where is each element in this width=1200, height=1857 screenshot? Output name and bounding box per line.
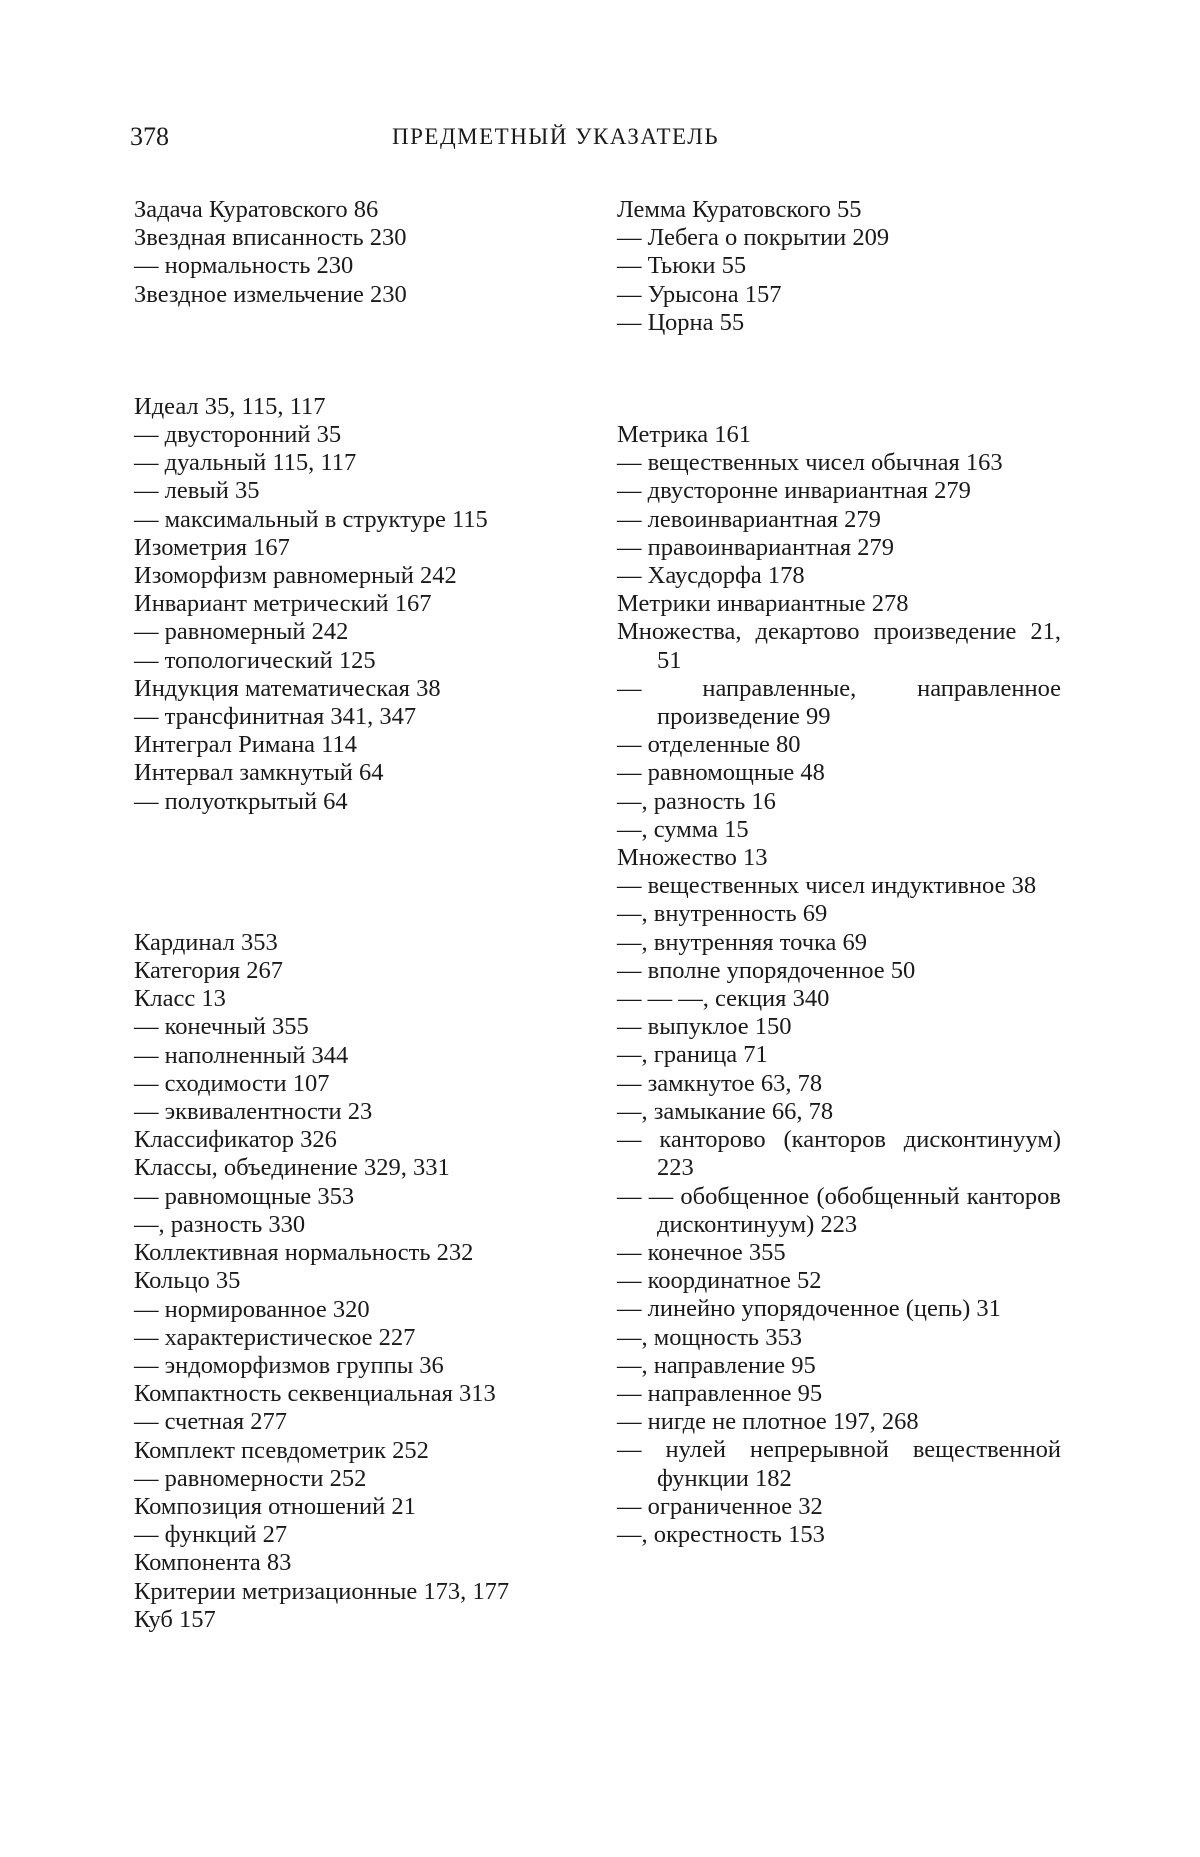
index-column-left	[134, 196, 574, 1634]
index-entry: —, граница 71	[617, 1041, 768, 1069]
index-entry: Интеграл Римана 114	[134, 731, 358, 759]
index-group-i	[134, 393, 574, 816]
index-entry: — Цорна 55	[617, 308, 745, 336]
running-head: ПРЕДМЕТНЫЙ УКАЗАТЕЛЬ	[392, 124, 720, 149]
index-entry: Классификатор 326	[134, 1126, 337, 1154]
group-spacer	[134, 309, 574, 393]
index-entry: —, сумма 15	[617, 815, 749, 843]
index-entry: — выпуклое 150	[617, 1013, 792, 1041]
index-entry: —, разность 330	[134, 1210, 306, 1238]
index-entry: —, внутренняя точка 69	[617, 928, 868, 956]
index-entry: — двусторонне инвариантная 279	[617, 477, 971, 505]
index-entry: Коллективная нормальность 232	[134, 1239, 474, 1267]
index-entry: — равномерности 252	[134, 1464, 367, 1492]
index-entry: —, замыкание 66, 78	[617, 1097, 834, 1125]
index-entry: Категория 267	[134, 957, 284, 985]
index-entry: — направленные, направленное произведение 99	[617, 674, 1061, 731]
index-entry: Классы, объединение 329, 331	[134, 1154, 450, 1182]
index-entry: Класс 13	[134, 985, 226, 1013]
index-entry: — наполненный 344	[134, 1041, 349, 1069]
index-entry: — нулей непрерывной вещественной функции 182	[617, 1436, 1061, 1492]
index-group-m	[617, 421, 1061, 1549]
index-entry: Метрика 161	[617, 421, 751, 449]
index-entry: — нормированное 320	[134, 1295, 370, 1323]
index-entry: Кольцо 35	[134, 1267, 241, 1295]
index-entry: Звездное измельчение 230	[134, 280, 407, 308]
index-entry: — Лебега о покрытии 209	[617, 224, 890, 252]
index-entry: — трансфинитная 341, 347	[134, 703, 417, 731]
index-entry: — Тьюки 55	[617, 252, 747, 280]
index-entry: Инвариант метрический 167	[134, 590, 432, 618]
index-group-z	[134, 196, 574, 309]
index-entry: — замкнутое 63, 78	[617, 1069, 823, 1097]
index-entry: — равномощные 48	[617, 759, 825, 787]
index-entry: — полуоткрытый 64	[134, 787, 348, 815]
group-spacer	[617, 337, 1061, 421]
index-entry: — конечный 355	[134, 1013, 309, 1041]
index-entry: — канторово (канторов дисконтинуум) 223	[617, 1126, 1061, 1182]
index-entry: — равномощные 353	[134, 1182, 355, 1210]
index-entry: — характеристическое 227	[134, 1323, 416, 1351]
index-entry: — правоинвариантная 279	[617, 533, 895, 561]
index-entry: — сходимости 107	[134, 1069, 330, 1097]
index-entry: —, разность 16	[617, 787, 776, 815]
index-group-k	[134, 929, 574, 1634]
index-entry: —, окрестность 153	[617, 1520, 825, 1548]
index-entry: — нигде не плотное 197, 268	[617, 1408, 919, 1436]
index-entry: Изометрия 167	[134, 533, 290, 561]
index-entry: Интервал замкнутый 64	[134, 759, 384, 787]
page-number: 378	[130, 122, 169, 151]
group-spacer	[134, 816, 574, 929]
index-entry: Звездная вписанность 230	[134, 224, 407, 252]
index-entry: — вполне упорядоченное 50	[617, 956, 916, 984]
index-entry: Компонента 83	[134, 1549, 292, 1577]
index-entry: — — обобщенное (обобщенный канторов дисконтинуум) 223	[617, 1182, 1061, 1238]
index-entry: — топологический 125	[134, 646, 376, 674]
index-entry: — эквивалентности 23	[134, 1098, 373, 1126]
index-entry: Множества, декартово произведение 21, 51	[617, 618, 1061, 674]
index-entry: — левоинвариантная 279	[617, 505, 881, 533]
index-entry: Множество 13	[617, 844, 768, 872]
index-entry: —, направление 95	[617, 1351, 816, 1379]
index-entry: Изоморфизм равномерный 242	[134, 562, 457, 590]
index-entry: Идеал 35, 115, 117	[134, 392, 326, 420]
index-entry: Композиция отношений 21	[134, 1492, 416, 1520]
index-entry: Индукция математическая 38	[134, 674, 441, 702]
index-entry: Кардинал 353	[134, 928, 278, 956]
index-entry: — ограниченное 32	[617, 1492, 823, 1520]
index-entry: Критерии метризационные 173, 177	[134, 1577, 510, 1605]
index-entry: — линейно упорядоченное (цепь) 31	[617, 1295, 1001, 1323]
index-entry: — счетная 277	[134, 1408, 288, 1436]
index-entry: — равномерный 242	[134, 618, 349, 646]
index-entry: —, мощность 353	[617, 1323, 802, 1351]
index-entry: Лемма Куратовского 55	[617, 196, 862, 223]
index-entry: — вещественных чисел обычная 163	[617, 449, 1003, 477]
index-entry: —, внутренность 69	[617, 900, 828, 928]
index-group-l	[617, 196, 1061, 337]
index-entry: — нормальность 230	[134, 252, 354, 280]
index-entry: — функций 27	[134, 1521, 288, 1549]
index-entry: — максимальный в структуре 115	[134, 505, 488, 533]
index-entry: Куб 157	[134, 1605, 216, 1633]
index-entry: — вещественных чисел индуктивное 38	[617, 872, 1037, 900]
index-entry: — конечное 355	[617, 1238, 786, 1266]
index-entry: — координатное 52	[617, 1267, 822, 1295]
index-entry: — направленное 95	[617, 1379, 823, 1407]
index-entry: Задача Куратовского 86	[134, 196, 379, 223]
index-entry: — Хаусдорфа 178	[617, 562, 805, 590]
index-entry: — Урысона 157	[617, 280, 782, 308]
index-entry: Комплект псевдометрик 252	[134, 1436, 429, 1464]
index-column-right	[617, 196, 1061, 1549]
index-entry: — — —, секция 340	[617, 985, 830, 1013]
index-entry: — отделенные 80	[617, 731, 801, 759]
index-entry: Метрики инвариантные 278	[617, 590, 909, 618]
index-entry: — эндоморфизмов группы 36	[134, 1351, 444, 1379]
index-entry: Компактность секвенциальная 313	[134, 1380, 496, 1408]
index-entry: — двусторонний 35	[134, 421, 342, 449]
index-entry: — левый 35	[134, 477, 260, 505]
index-entry: — дуальный 115, 117	[134, 449, 357, 477]
